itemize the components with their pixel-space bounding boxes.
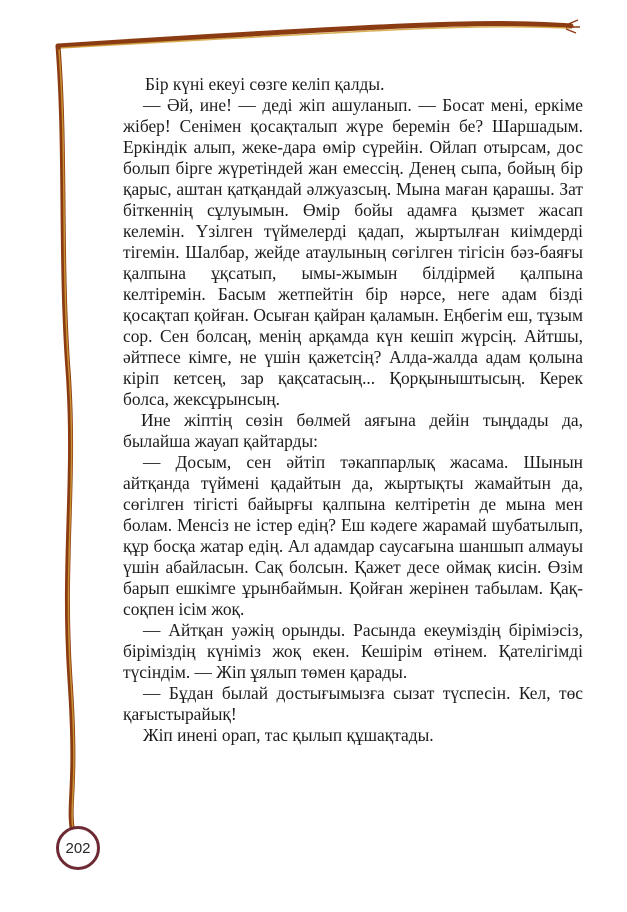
paragraph: Жіп инені орап, тас қылып құшақтады. [143,725,434,745]
paragraph: — Әй, ине! — деді жіп ашуланып. — Босат мені, еркіме жібер! Сенімен қосақталып жүре беремін бе? Шаршадым. Еркіндік алып, жеке-дара өмір сүрейін. Ойлап отырсам, дос болып бірге жүретіндей жан емессің. Денең сыпа, бойың бір қарыс, аштан қатқандай әлжуазсың. Мына маған қарашы. Зат біткеннің сұлуымын. Өмір бойы адамға қызмет жасап келемін. Үзілген түймелерді қадап, жыртылған киімдерді тігемін. Шалбар, жейде атаулының сөгілген тігісін бәз-баяғы қалпына ұқсатып, ымы-жымын білдірмей қалпына келтіремін. Басым жетпейтін бір нәрсе, неге адам бізді қосақтап қойған. Осыған қайран қаламын. Еңбегім еш, тұзым сор. Сен болсаң, менің арқамда күн кешіп жүрсің. Айтшы, әйтпесе кімге, не үшін қажетсің? Алда-жалда адам қолына кіріп кетсең, зар қақсатасың... Қорқыныштысың. Керек болса, жексұрынсың. [123,95,583,409]
paragraph: Ине жіптің сөзін бөлмей аяғына дейін тыңдады да, былайша жауап қайтарды: [123,410,583,451]
paragraph: Бір күні екеуі сөзге келіп қалды. [145,74,385,94]
paragraph: — Досым, сен әйтіп тәкаппарлық жасама. Шынын айтқанда түймені қадайтын да, жыртықты жамайтын да, сөгілген тігісті байырғы қалпына келтіретін де мына мен болам. Менсіз не істер едің? Еш кәдеге жарамай шубатылып, құр босқа жатар едің. Ал адамдар саусағына шаншып алмауы үшін абайласын. Сақ болсын. Қажет десе оймақ кисін. Өзім барып ешкімге ұрынбаймын. Қойған жерінен табылам. Қақ-соқпен ісім жоқ. [123,452,583,619]
paragraph: — Бұдан былай достығымызға сызат түспесін. Кел, төс қағыстырайық! [123,683,583,724]
page-number: 202 [56,826,100,870]
story-text [123,74,583,746]
paragraph: — Айтқан уәжің орынды. Расында екеуміздің біріміэсіз, біріміздің күніміз жоқ екен. Кешірім өтінем. Қателігімді түсіндім. — Жіп ұялып төмен қарады. [123,620,583,682]
